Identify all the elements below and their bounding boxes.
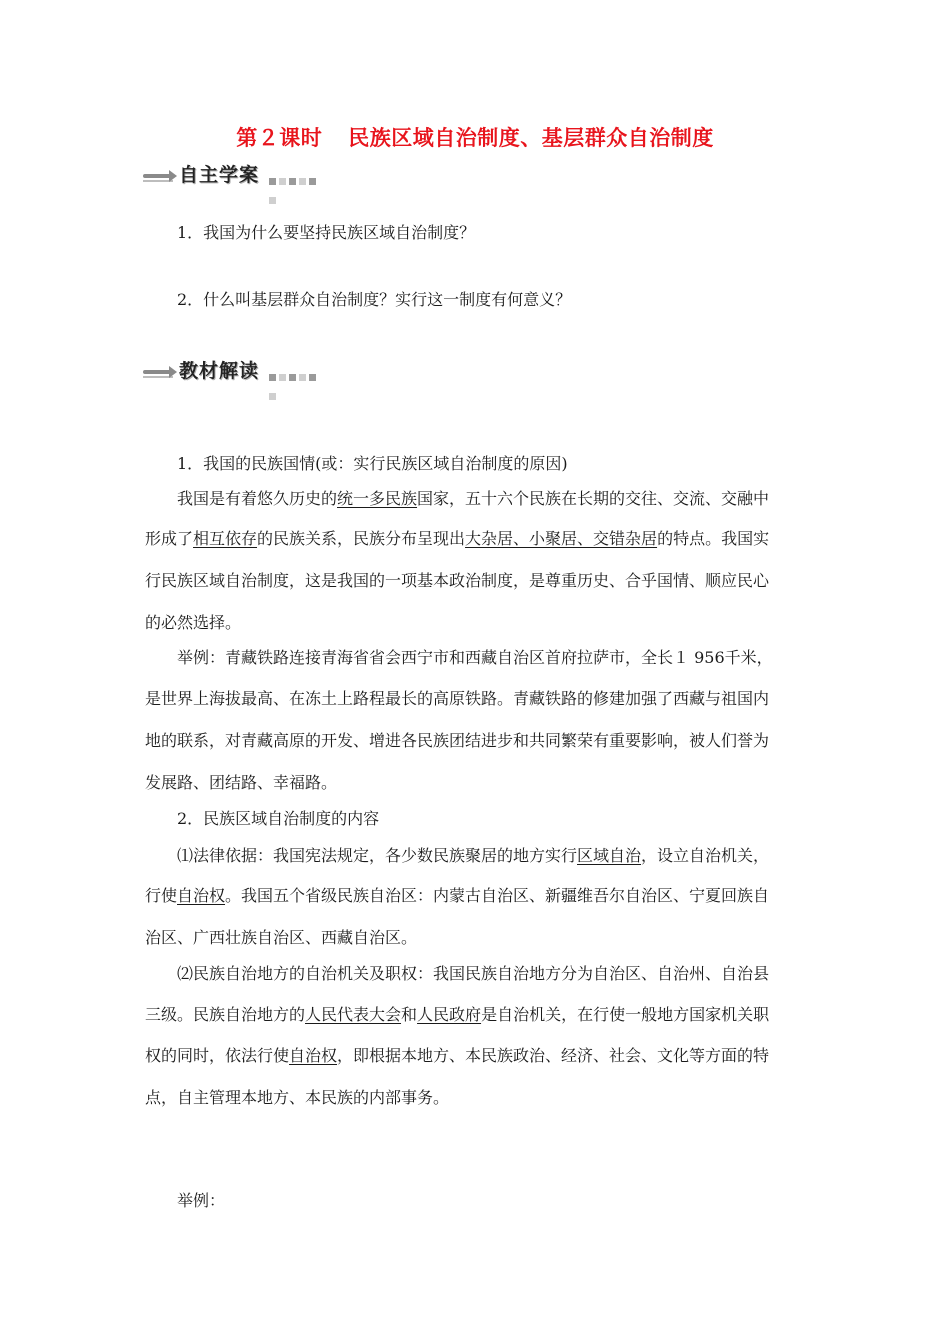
question-1: 1．我国为什么要坚持民族区域自治制度？ [177, 223, 476, 242]
page-title [0, 122, 950, 152]
section-1-heading: 1．我国的民族国情(或：实行民族区域自治制度的原因) [177, 454, 568, 473]
key-term: 统一多民族 [337, 489, 418, 508]
banner-label: 自主学案 [179, 164, 260, 186]
banner-zizhu-xuean [143, 160, 325, 186]
key-term: 自治权 [177, 886, 226, 905]
paragraph-line: 治区、广西壮族自治区、西藏自治区。 [145, 928, 418, 947]
example-label: 举例： [177, 1191, 226, 1210]
example-line: 是世界上海拔最高、在冻土上路程最长的高原铁路。青藏铁路的修建加强了西藏与祖国内 [145, 689, 770, 708]
arrow-icon [169, 170, 177, 182]
paragraph-line: 三级。民族自治地方的人民代表大会和人民政府是自治机关，在行使一般地方国家机关职 [145, 1005, 770, 1024]
paragraph-line: 的必然选择。 [145, 613, 242, 632]
paragraph-line: ⑵民族自治地方的自治机关及职权：我国民族自治地方分为自治区、自治州、自治县 [177, 964, 770, 983]
paragraph-line: 形成了相互依存的民族关系，民族分布呈现出大杂居、小聚居、交错杂居的特点。我国实 [145, 529, 770, 548]
key-term: 大杂居、小聚居、交错杂居 [465, 529, 658, 548]
paragraph-line: 我国是有着悠久历史的统一多民族国家，五十六个民族在长期的交往、交流、交融中 [177, 489, 770, 508]
section-2-heading: 2．民族区域自治制度的内容 [177, 809, 380, 828]
paragraph-line: 行民族区域自治制度，这是我国的一项基本政治制度，是尊重历史、合乎国情、顺应民心 [145, 571, 770, 590]
banner-jiaocai-jiedu [143, 356, 325, 382]
lesson-title: 民族区域自治制度、基层群众自治制度 [348, 126, 714, 150]
question-2: 2．什么叫基层群众自治制度？实行这一制度有何意义？ [177, 290, 572, 309]
paragraph-line: 点，自主管理本地方、本民族的内部事务。 [145, 1088, 450, 1107]
key-term: 人民政府 [417, 1005, 482, 1024]
paragraph-line: 权的同时，依法行使自治权，即根据本地方、本民族政治、经济、社会、文化等方面的特 [145, 1046, 770, 1065]
banner-dots [269, 366, 325, 404]
example-line: 发展路、团结路、幸福路。 [145, 773, 338, 792]
banner-label: 教材解读 [179, 360, 260, 382]
key-term: 人民代表大会 [305, 1005, 402, 1024]
key-term: 相互依存 [193, 529, 258, 548]
paragraph-line: 行使自治权。我国五个省级民族自治区：内蒙古自治区、新疆维吾尔自治区、宁夏回族自 [145, 886, 770, 905]
arrow-icon [169, 366, 177, 378]
paragraph-line: ⑴法律依据：我国宪法规定，各少数民族聚居的地方实行区域自治，设立自治机关， [177, 846, 770, 865]
key-term: 自治权 [289, 1046, 338, 1065]
example-line: 地的联系，对青藏高原的开发、增进各民族团结进步和共同繁荣有重要影响，被人们誉为 [145, 731, 770, 750]
key-term: 区域自治 [577, 846, 642, 865]
banner-dots [269, 170, 325, 208]
lesson-number: 第２课时 [236, 126, 323, 150]
example-line: 举例：青藏铁路连接青海省省会西宁市和西藏自治区首府拉萨市，全长１ 956千米， [177, 648, 773, 667]
